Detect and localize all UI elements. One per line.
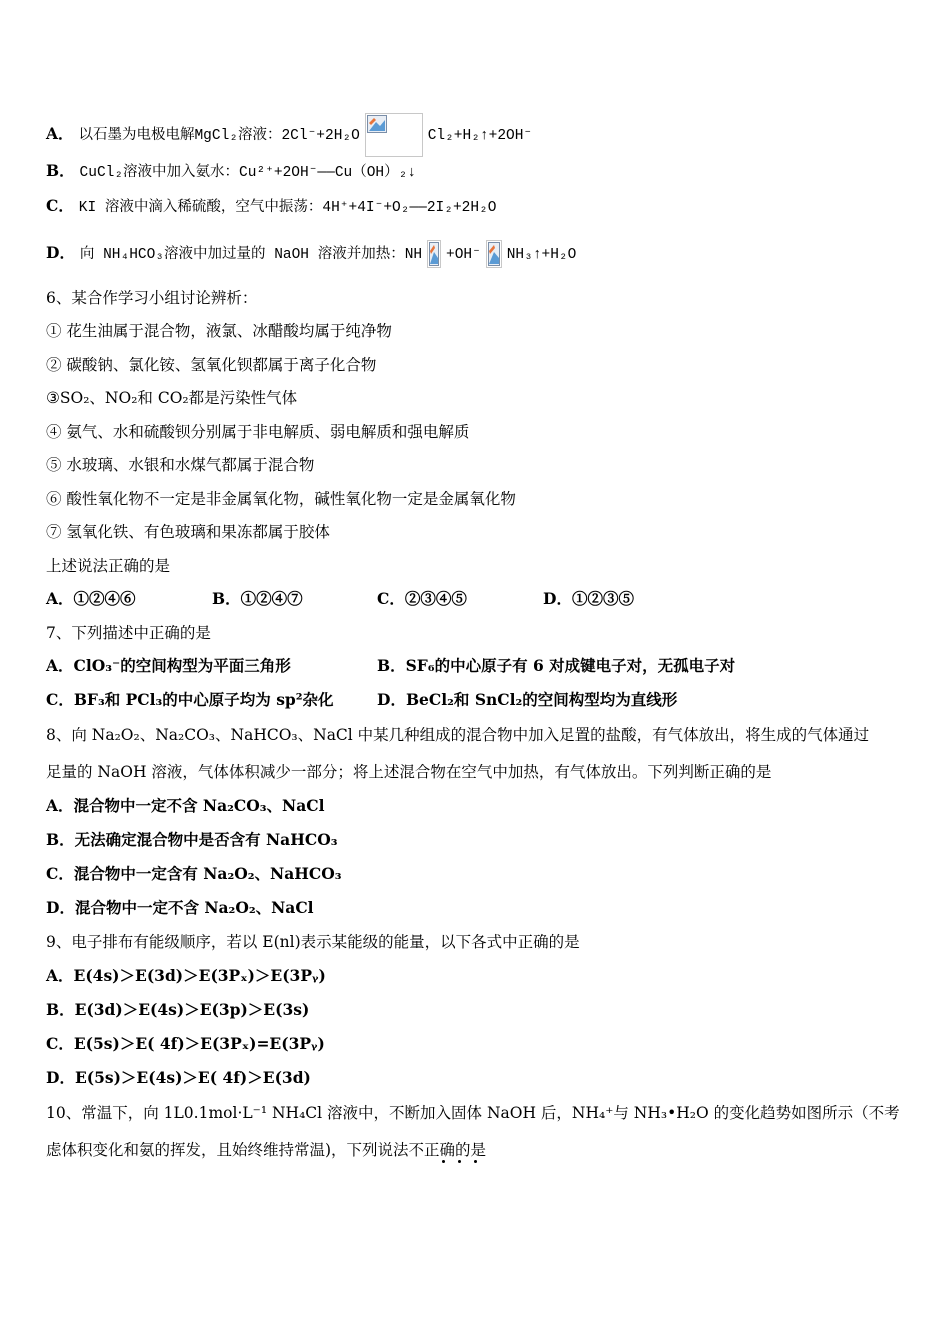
q6-option-b: B．①②④⑦ [212, 589, 303, 608]
q9-option-d: D．E(5s)＞E(4s)＞E( 4f)＞E(3d) [46, 1068, 311, 1087]
q9-option-c: C．E(5s)＞E( 4f)＞E(3Pₓ)=E(3Pᵧ) [46, 1034, 325, 1053]
q8-stem-line-2: 足量的 NaOH 溶液，气体体积减少一部分；将上述混合物在空气中加热，有气体放出。下列判断正确的是 [46, 763, 772, 781]
q8-option-d: D．混合物中一定不含 Na₂O₂、NaCl [46, 898, 314, 917]
q9-stem: 9、电子排布有能级顺序，若以 E(nl)表示某能级的能量，以下各式中正确的是 [46, 933, 580, 951]
q5-option-a-label: A． [46, 124, 74, 143]
q6-option-d: D．①②③⑤ [543, 589, 634, 608]
q7-option-c: C．BF₃和 PCl₃的中心原子均为 sp²杂化 [46, 690, 334, 709]
q7-stem: 7、下列描述中正确的是 [46, 624, 211, 642]
broken-image-icon [429, 242, 439, 266]
q9-option-a: A．E(4s)＞E(3d)＞E(3Pₓ)＞E(3Pᵧ) [46, 966, 326, 985]
q6-question: 上述说法正确的是 [46, 557, 171, 575]
q10-stem-line-1: 10、常温下，向 1L0.1mol·L⁻¹ NH₄Cl 溶液中，不断加入固体 NaOH 后，NH₄⁺与 NH₃•H₂O 的变化趋势如图所示（不考 [46, 1104, 900, 1122]
broken-image-icon [488, 242, 500, 266]
q5-option-a [46, 113, 532, 157]
q8-option-c: C．混合物中一定含有 Na₂O₂、NaHCO₃ [46, 864, 342, 883]
q5-option-a-tail: Cl₂+H₂↑+2OH⁻ [427, 128, 533, 144]
q6-item-1: ① 花生油属于混合物，液氯、冰醋酸均属于纯净物 [46, 322, 392, 340]
q5-option-d-mid: +OH⁻ [446, 247, 481, 263]
q6-item-3: ③SO₂、NO₂和 CO₂都是污染性气体 [46, 389, 298, 407]
q5-option-c-label: C． [46, 196, 74, 215]
q5-option-d [46, 240, 576, 268]
q5-option-c [46, 195, 496, 219]
q6-stem: 6、某合作学习小组讨论辨析： [46, 289, 258, 307]
q8-option-a: A．混合物中一定不含 Na₂CO₃、NaCl [46, 796, 325, 815]
electrolysis-condition-image [365, 113, 423, 157]
q7-option-a: A．ClO₃⁻的空间构型为平面三角形 [46, 656, 291, 675]
q5-option-b [46, 160, 416, 184]
q5-option-b-text: CuCl₂溶液中加入氨水：Cu²⁺+2OH⁻——Cu（OH）₂↓ [79, 165, 417, 181]
q6-item-2: ② 碳酸钠、氯化铵、氢氧化钡都属于离子化合物 [46, 356, 377, 374]
q6-item-6: ⑥ 酸性氧化物不一定是非金属氧化物，碱性氧化物一定是金属氧化物 [46, 490, 516, 508]
q5-option-b-label: B． [46, 161, 75, 180]
emphasis-dots [440, 1160, 480, 1164]
q7-option-b: B．SF₆的中心原子有 6 对成键电子对，无孤电子对 [377, 656, 736, 675]
q6-item-5: ⑤ 水玻璃、水银和水煤气都属于混合物 [46, 456, 315, 474]
broken-image-icon [367, 115, 387, 133]
q10-stem-line-2: 虑体积变化和氨的挥发，且始终维持常温)，下列说法不正确的是 [46, 1141, 487, 1159]
ammonium-subscript-image [427, 240, 441, 268]
q6-option-c: C．②③④⑤ [377, 589, 467, 608]
q5-option-a-text: 以石墨为电极电解MgCl₂溶液：2Cl⁻+2H₂O [78, 128, 360, 144]
q7-option-d: D．BeCl₂和 SnCl₂的空间构型均为直线形 [377, 690, 678, 709]
q6-item-7: ⑦ 氢氧化铁、有色玻璃和果冻都属于胶体 [46, 523, 330, 541]
q5-option-c-text: KI 溶液中滴入稀硫酸，空气中振荡：4H⁺+4I⁻+O₂——2I₂+2H₂O [78, 200, 497, 216]
q5-option-d-tail: NH₃↑+H₂O [506, 247, 577, 263]
heating-arrow-image [486, 240, 502, 268]
q9-option-b: B．E(3d)＞E(4s)＞E(3p)＞E(3s) [46, 1000, 310, 1019]
q6-option-a: A．①②④⑥ [46, 589, 136, 608]
q6-item-4: ④ 氨气、水和硫酸钡分别属于非电解质、弱电解质和强电解质 [46, 423, 470, 441]
q5-option-d-label: D． [46, 243, 75, 262]
q8-stem-line-1: 8、向 Na₂O₂、Na₂CO₃、NaHCO₃、NaCl 中某几种组成的混合物中加入足置的盐酸，有气体放出，将生成的气体通过 [46, 726, 870, 744]
q5-option-d-text: 向 NH₄HCO₃溶液中加过量的 NaOH 溶液并加热：NH [79, 247, 423, 263]
q8-option-b: B．无法确定混合物中是否含有 NaHCO₃ [46, 830, 338, 849]
